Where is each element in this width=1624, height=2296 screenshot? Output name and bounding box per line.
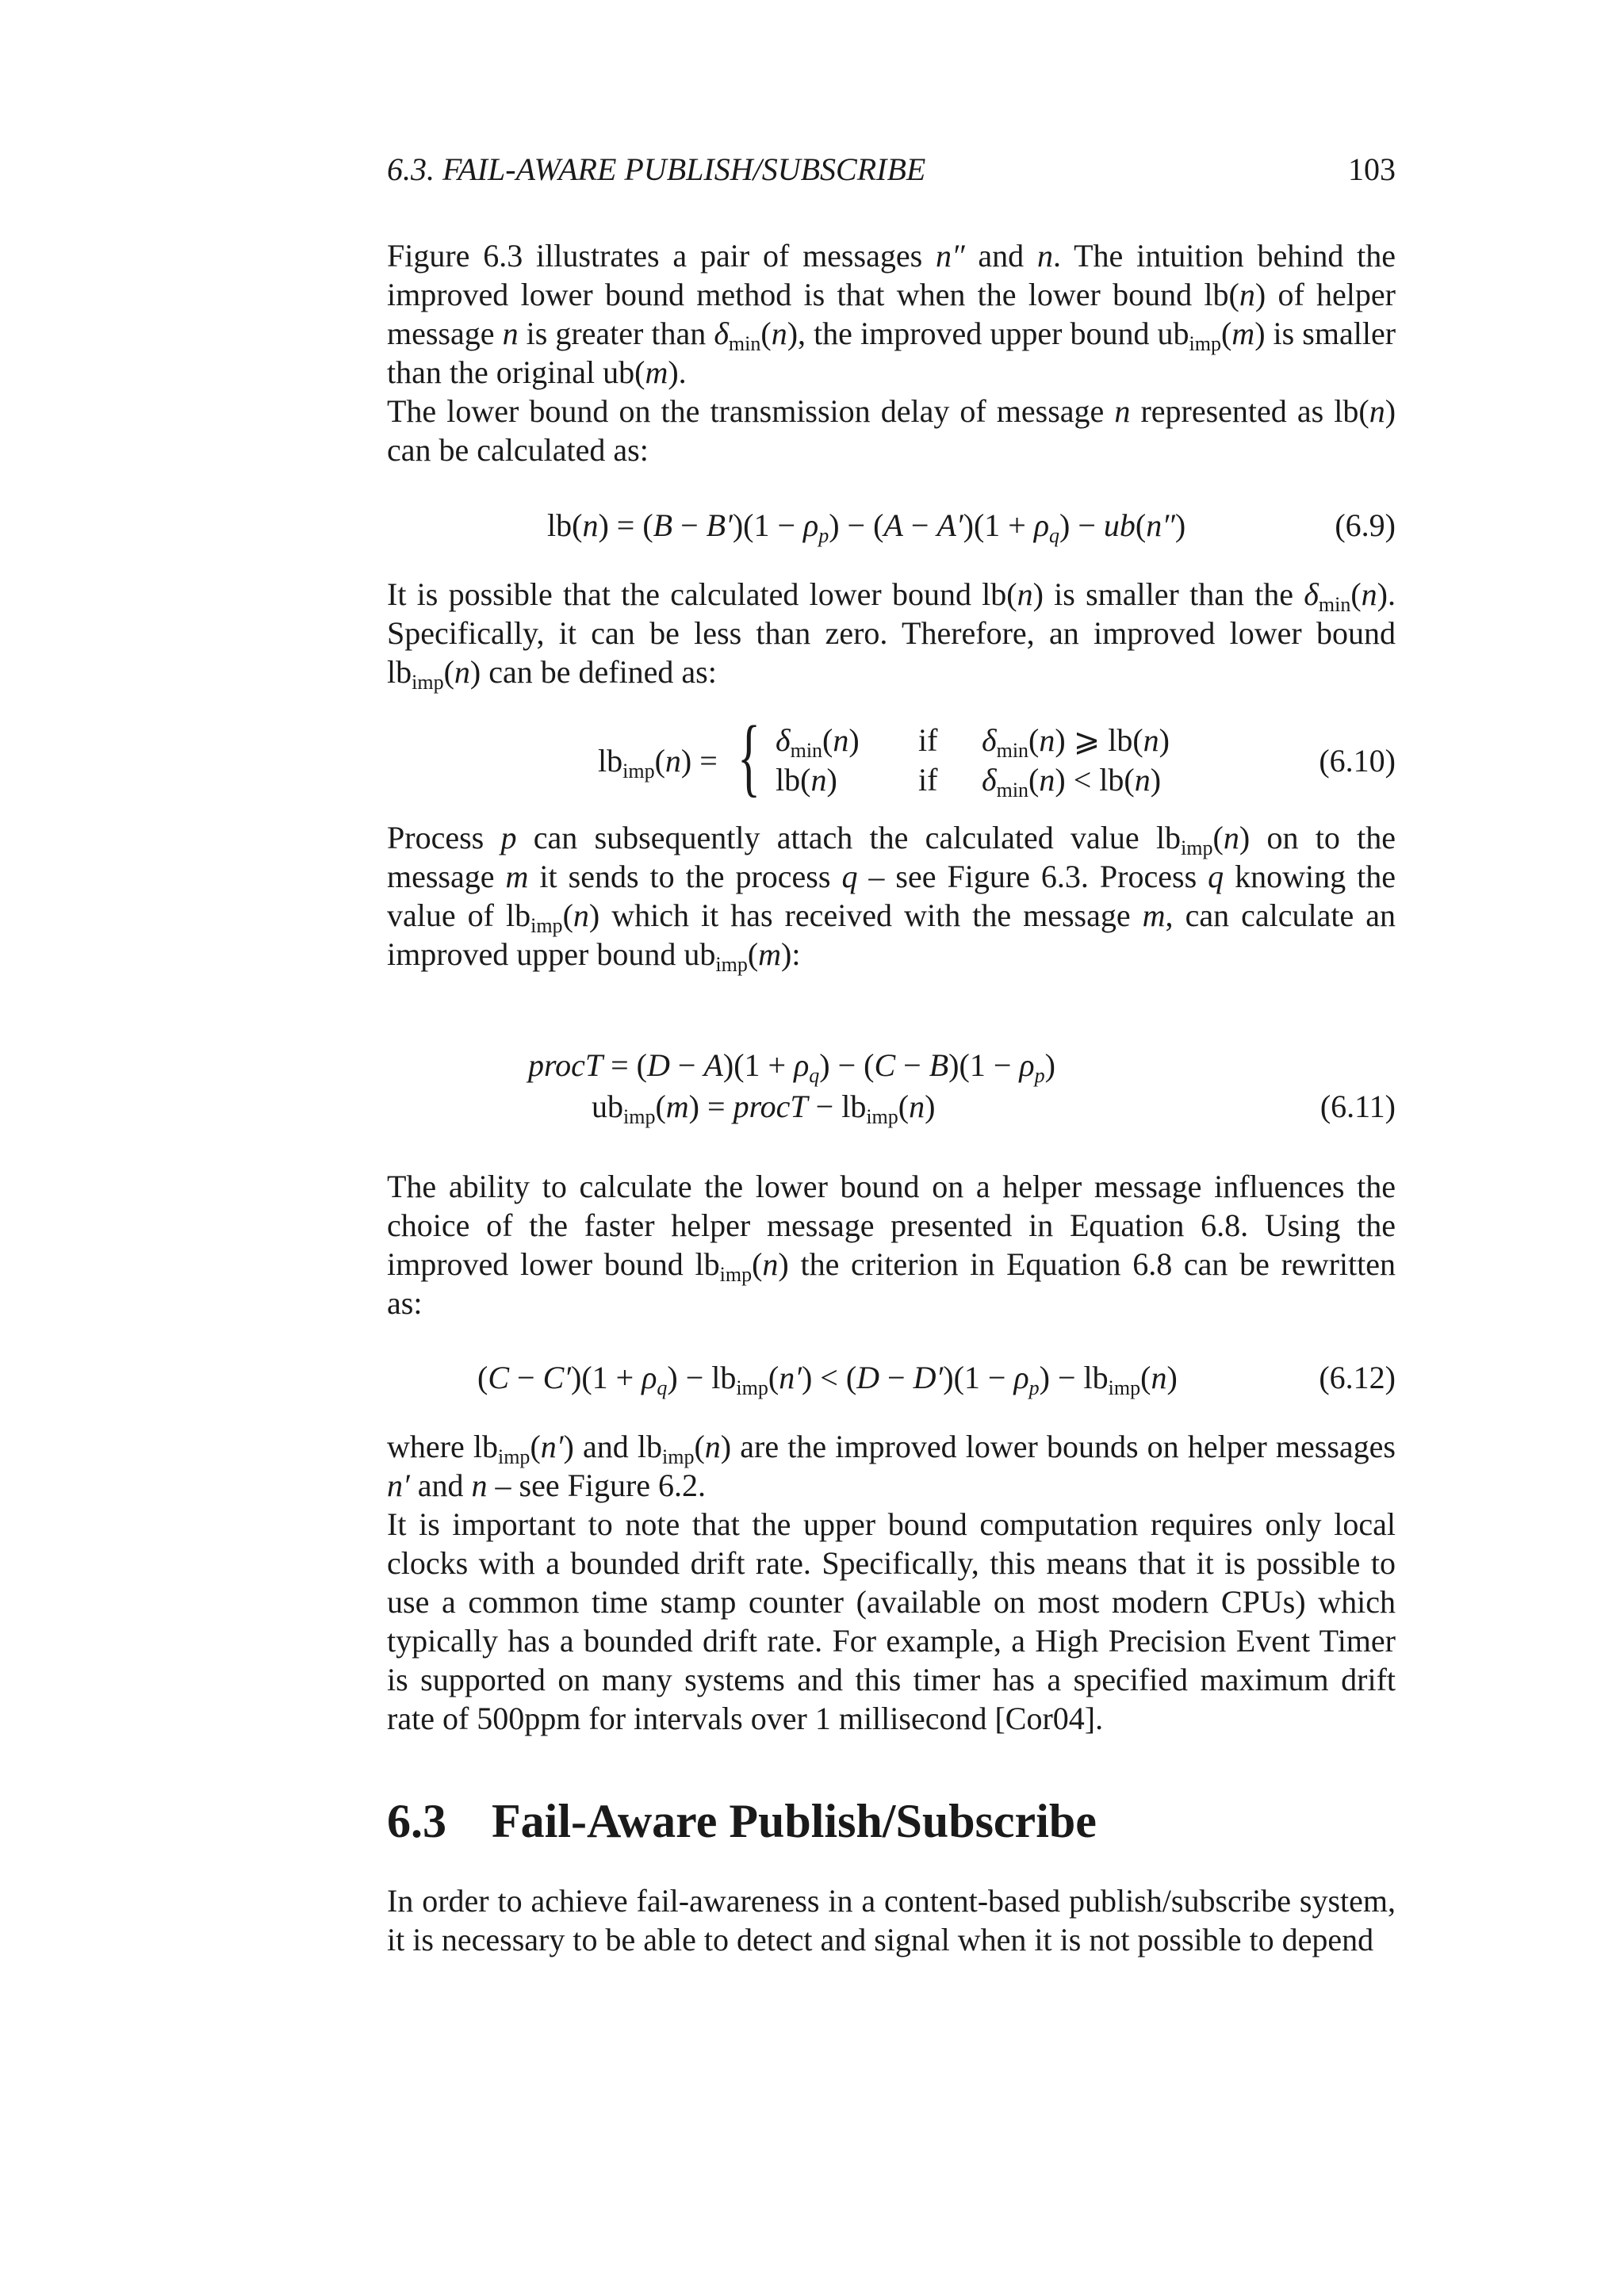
running-title: 6.3. FAIL-AWARE PUBLISH/SUBSCRIBE	[387, 151, 926, 187]
paragraph-3: Process p can subsequently attach the calculated value $lb_{imp}(n)$ on to the message m it sends to the process q – see Figure 6.3. Process q knowing the value of $lb_{imp}(n)$ which it has received with the message m, can calculate an improved upper bound $ub_{imp}(m)$:	[387, 820, 1396, 976]
equation-6-9-number: (6.9)	[1335, 507, 1396, 543]
paragraph-7	[387, 1881, 1396, 1959]
equation-6-10-lhs: $lb_{imp}(n)$ =	[598, 743, 718, 783]
paragraph-4: The ability to calculate the lower bound on a helper message influences the choice of the faster helper message presented in Equation 6.8. Using the improved lower bound $lb_{imp}(n)$ the criterion in Equation 6.8 can be rewritten as:	[387, 1169, 1396, 1321]
equation-6-12	[387, 1354, 1396, 1402]
left-brace: {	[737, 708, 761, 805]
equation-6-9-expression: $lb(n) = (B - B')(1 - \rho_p) - (A - A')(1 + \rho_q) - ub(n'')$	[547, 507, 1186, 547]
section-heading	[387, 1793, 1396, 1849]
paragraph-2: It is possible that the calculated lower bound lb(n) is smaller than the $\delta_{min}(n)$. Specifically, it can be less than zero. Therefore, an improved lower bound $lb_{imp}(n)$ can be defined as:	[387, 576, 1396, 694]
section-number: 6.3	[387, 1795, 446, 1847]
equation-6-10-number: (6.10)	[1319, 743, 1396, 779]
paragraph-5: where $lb_{imp}(n')$ and $lb_{imp}(n)$ are the improved lower bounds on helper messages n′ and n – see Figure 6.2. It is important to note that the upper bound computation requires only local clocks with a bounded drift rate. Specifically, this means that it is possible to use a common time stamp counter (available on most modern CPUs) which typically has a bounded drift rate. For example, a High Precision Event Timer is supported on many systems and this timer has a specified maximum drift rate of 500ppm for intervals over 1 millisecond [Cor04].	[387, 1429, 1396, 1736]
page-number: 103	[1348, 151, 1396, 187]
paragraph-7-text: In order to achieve fail-awareness in a content-based publish/subscribe system, it is necessary to be able to detect and signal when it is not possible to depend	[387, 1883, 1396, 1957]
equation-6-11-line-2: $ub_{imp}(m)$ = procT − $lb_{imp}(n)$	[592, 1089, 936, 1128]
equation-6-12-number: (6.12)	[1319, 1360, 1396, 1395]
equation-6-12-expression: $(C - C')(1 + \rho_q) - lb_{imp}(n') < (D - D')(1 - \rho_p) - lb_{imp}(n)$	[477, 1360, 1178, 1399]
equation-6-11-number: (6.11)	[1320, 1089, 1396, 1124]
equation-6-9	[387, 502, 1396, 549]
equation-6-11	[387, 1042, 1396, 1137]
paragraph-1: Figure 6.3 illustrates a pair of messages n″ and n. The intuition behind the improved lower bound method is that when the lower bound lb(n) of helper message n is greater than $\delta_{min}(n)$, the improved upper bound $ub_{imp}(m)$ is smaller than the original ub(m). The lower bound on the transmission delay of message n represented as lb(n) can be calculated as:	[387, 238, 1396, 468]
paragraph-6: It is important to note that the upper bound computation requires only local clocks with a bounded drift rate. Specifically, this means that it is possible to use a common time stamp counter (available on most modern CPUs) which typically has a bounded drift rate. For example, a High Precision Event Timer is supported on many systems and this timer has a specified maximum drift rate of 500ppm for intervals over 1 millisecond [Cor04].	[387, 1506, 1396, 1736]
page-header	[387, 151, 1396, 189]
equation-6-11-line-1: procT = $(D - A)(1 + \rho_q) - (C - B)(1 - \rho_p)$	[528, 1047, 1055, 1087]
section-title: Fail-Aware Publish/Subscribe	[492, 1795, 1097, 1847]
equation-6-10: $lb_{imp}(n)$ = { $\delta_{min}(n)$ if $\delta_{min}(n)$ ⩾ lb(n) lb(n) if $\delta_{min}(n) < lb(n)$ (6.10)	[598, 708, 1396, 805]
